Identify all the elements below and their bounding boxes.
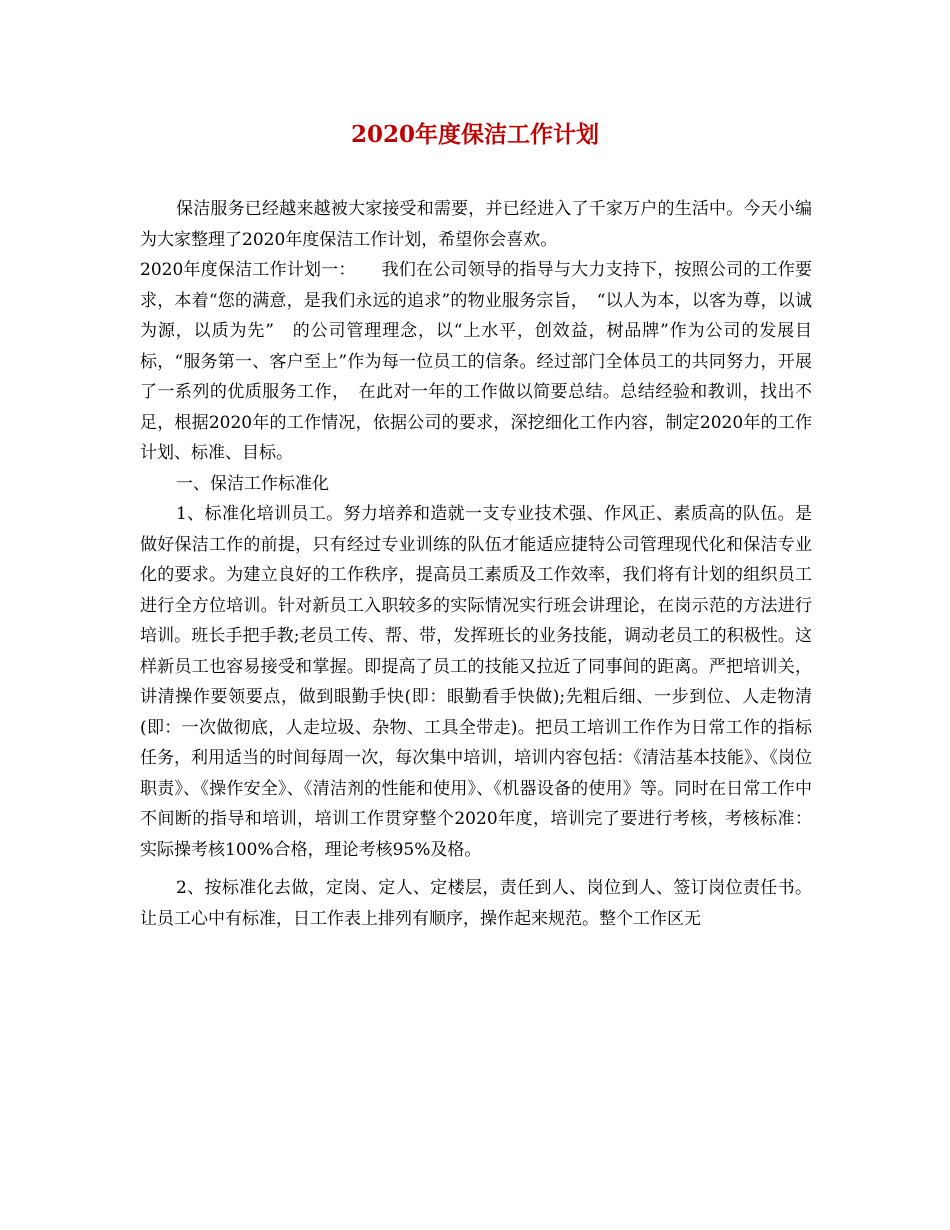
section-heading-standardization: 一、保洁工作标准化 bbox=[176, 473, 329, 494]
paragraph-training: 1、标准化培训员工。努力培养和造就一支专业技术强、作风正、素质高的队伍。是做好保洁工作的前提，只有经过专业训练的队伍才能适应捷特公司管理现代化和保洁专业化的要求。为建立良好的工作秩序，提高员工素质及工作效率，我们将有计划的组织员工进行全方位培训。针对新员工入职较多的实际情况实行班会讲理论，在岗示范的方法进行培训。班长手把手教;老员工传、帮、带，发挥班长的业务技能，调动老员工的积极性。这样新员工也容易接受和掌握。即提高了员工的技能又拉近了同事间的距离。严把培训关，讲清操作要领要点，做到眼勤手快(即：眼勤看手快做);先粗后细、一步到位、人走物清(即：一次做彻底，人走垃圾、杂物、工具全带走)。把员工培训工作作为日常工作的指标任务，利用适当的时间每周一次，每次集中培训，培训内容包括：《清洁基本技能》、《岗位职责》、《操作安全》、《清洁剂的性能和使用》、《机器设备的使用》等。同时在日常工作中不间断的指导和培训，培训工作贯穿整个2020年度，培训完了要进行考核，考核标准：实际操考核100%合格，理论考核95%及格。 bbox=[140, 504, 812, 860]
paragraph-plan-one: 2020年度保洁工作计划一： 我们在公司领导的指导与大力支持下，按照公司的工作要求，本着“您的满意，是我们永远的追求”的物业服务宗旨， “以人为本，以客为尊，以诚为源，以质为先” 的公司管理理念，以“上水平，创效益，树品牌”作为公司的发展目标，“服务第一、客户至上”作为每一位员工的信条。经过部门全体员工的共同努力，开展了一系列的优质服务工作， 在此对一年的工作做以简要总结。总结经验和教训，找出不足，根据2020年的工作情况，依据公司的要求，深挖细化工作内容，制定2020年的工作计划、标准、目标。 bbox=[140, 260, 812, 463]
document-body bbox=[140, 194, 812, 934]
paragraph-intro: 保洁服务已经越来越被大家接受和需要，并已经进入了千家万户的生活中。今天小编为大家整理了2020年度保洁工作计划，希望你会喜欢。 bbox=[140, 199, 812, 250]
paragraph-standard-work: 2、按标准化去做，定岗、定人、定楼层，责任到人、岗位到人、签订岗位责任书。让员工心中有标准，日工作表上排列有顺序，操作起来规范。整个工作区无 bbox=[140, 878, 812, 929]
document-title: 2020年度保洁工作计划 bbox=[350, 121, 599, 148]
